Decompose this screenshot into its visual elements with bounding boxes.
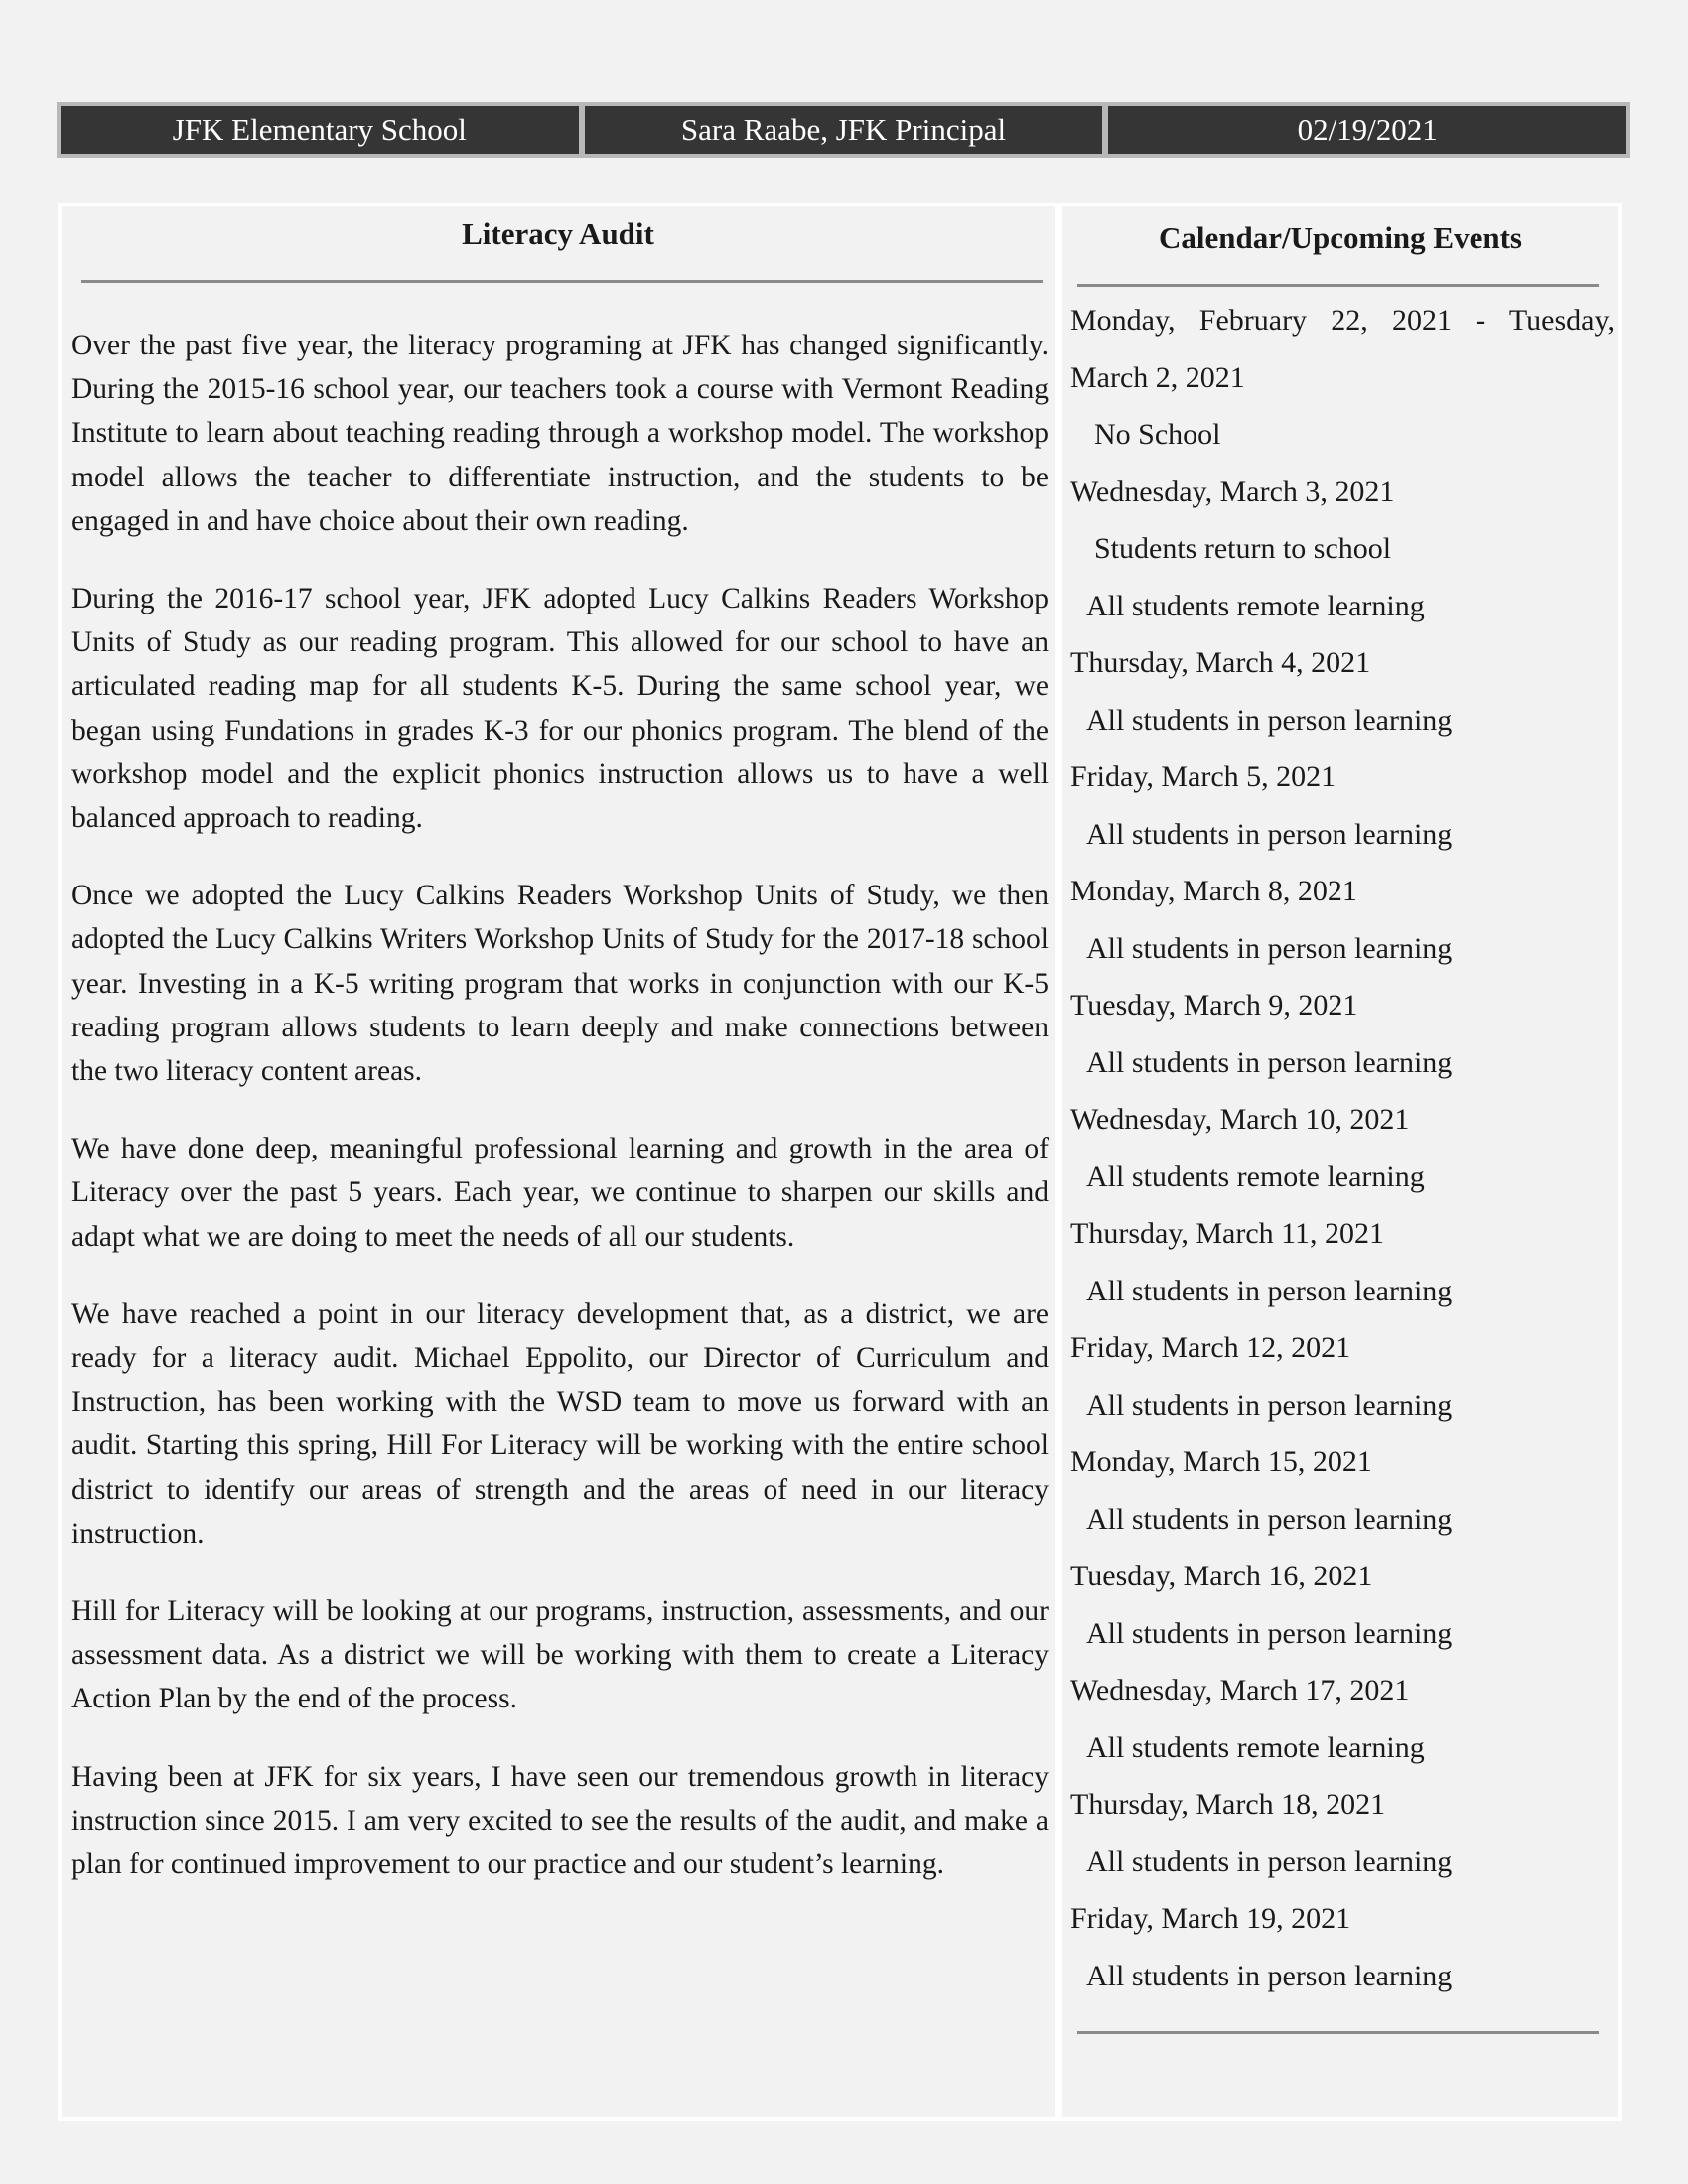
event-date: Thursday, March 11, 2021 [1070, 1217, 1385, 1250]
event-date: Wednesday, March 10, 2021 [1070, 1103, 1410, 1136]
event-detail: All students in person learning [1086, 1616, 1453, 1650]
event-detail: All students in person learning [1086, 1502, 1453, 1536]
event-date: Tuesday, March 9, 2021 [1070, 989, 1358, 1022]
calendar-title: Calendar/Upcoming Events [1159, 220, 1522, 255]
event-detail: No School [1094, 418, 1221, 451]
event-date: Thursday, March 18, 2021 [1070, 1788, 1386, 1821]
author-name: Sara Raabe, JFK Principal [585, 106, 1103, 154]
article-panel [58, 203, 1058, 2121]
event-detail: All students in person learning [1086, 703, 1453, 737]
event-date: Monday, March 15, 2021 [1070, 1445, 1372, 1478]
event-detail: All students remote learning [1086, 1730, 1425, 1764]
school-name: JFK Elementary School [61, 106, 579, 154]
event-detail: All students in person learning [1086, 817, 1453, 851]
event-detail: All students in person learning [1086, 1388, 1453, 1422]
calendar-title-divider [1077, 284, 1599, 287]
calendar-bottom-divider [1077, 2031, 1599, 2034]
event-date: Friday, March 5, 2021 [1070, 760, 1336, 793]
event-date: Thursday, March 4, 2021 [1070, 646, 1371, 679]
article-paragraph: We have done deep, meaningful professional learning and growth in the area of Literacy over the past 5 years. Each year, we continue to sharpen our skills and adapt what we are doing to meet the needs of all our students. [71, 1133, 1049, 1253]
event-detail: All students remote learning [1086, 1160, 1425, 1193]
article-paragraph: Once we adopted the Lucy Calkins Readers Workshop Units of Study, we then adopted the Lucy Calkins Writers Workshop Units of Study for the 2017-18 school year. Investing in a K-5 writing program that works in conjunction with our K-5 reading program allows students to learn deeply and make connections between the two literacy content areas. [71, 880, 1049, 1088]
article-paragraph: Hill for Literacy will be looking at our programs, instruction, assessments, and our assessment data. As a district we will be working with them to create a Literacy Action Plan by the end of the process. [71, 1595, 1049, 1715]
event-date: Friday, March 19, 2021 [1070, 1902, 1351, 1935]
event-date: Tuesday, March 16, 2021 [1070, 1560, 1373, 1592]
article-paragraph: Having been at JFK for six years, I have seen our tremendous growth in literacy instruction since 2015. I am very excited to see the results of the audit, and make a plan for continued improvement to our practice and our student’s learning. [71, 1760, 1049, 1881]
event-detail: All students in person learning [1086, 1844, 1453, 1878]
article-paragraph: We have reached a point in our literacy development that, as a district, we are ready for a literacy audit. Michael Eppolito, our Director of Curriculum and Instruction, has been working with the WSD team to move us forward with an audit. Starting this spring, Hill For Literacy will be working with the entire school district to identify our areas of strength and the areas of need in our literacy instruction. [71, 1297, 1049, 1550]
event-detail: Students return to school [1094, 532, 1392, 565]
event-detail: All students in person learning [1086, 1274, 1453, 1307]
article-body [71, 324, 1049, 1920]
event-date: Friday, March 12, 2021 [1070, 1331, 1351, 1364]
newsletter-header-bar [57, 102, 1630, 158]
calendar-panel [1058, 203, 1622, 2121]
event-detail: All students in person learning [1086, 1045, 1453, 1079]
event-detail: All students in person learning [1086, 931, 1453, 965]
event-date: Monday, March 8, 2021 [1070, 875, 1357, 907]
event-detail: All students in person learning [1086, 1959, 1453, 1992]
article-title-divider [81, 280, 1043, 283]
event-detail: All students remote learning [1086, 589, 1425, 622]
event-date: Monday, February 22, 2021 - Tuesday, March 2, 2021 [1070, 304, 1615, 394]
event-date: Wednesday, March 3, 2021 [1070, 475, 1395, 508]
event-date: Wednesday, March 17, 2021 [1070, 1674, 1410, 1706]
calendar-event-list [1070, 292, 1615, 2004]
article-paragraph: Over the past five year, the literacy programing at JFK has changed significantly. During the 2015-16 school year, our teachers took a course with Vermont Reading Institute to learn about teaching reading through a workshop model. The workshop model allows the teacher to differentiate instruction, and the students to be engaged in and have choice about their own reading. [71, 330, 1049, 537]
issue-date: 02/19/2021 [1108, 106, 1626, 154]
article-paragraph: During the 2016-17 school year, JFK adopted Lucy Calkins Readers Workshop Units of Study as our reading program. This allowed for our school to have an articulated reading map for all students K-5. During the same school year, we began using Fundations in grades K-3 for our phonics program. The blend of the workshop model and the explicit phonics instruction allows us to have a well balanced approach to reading. [71, 583, 1049, 835]
article-title: Literacy Audit [462, 216, 654, 251]
